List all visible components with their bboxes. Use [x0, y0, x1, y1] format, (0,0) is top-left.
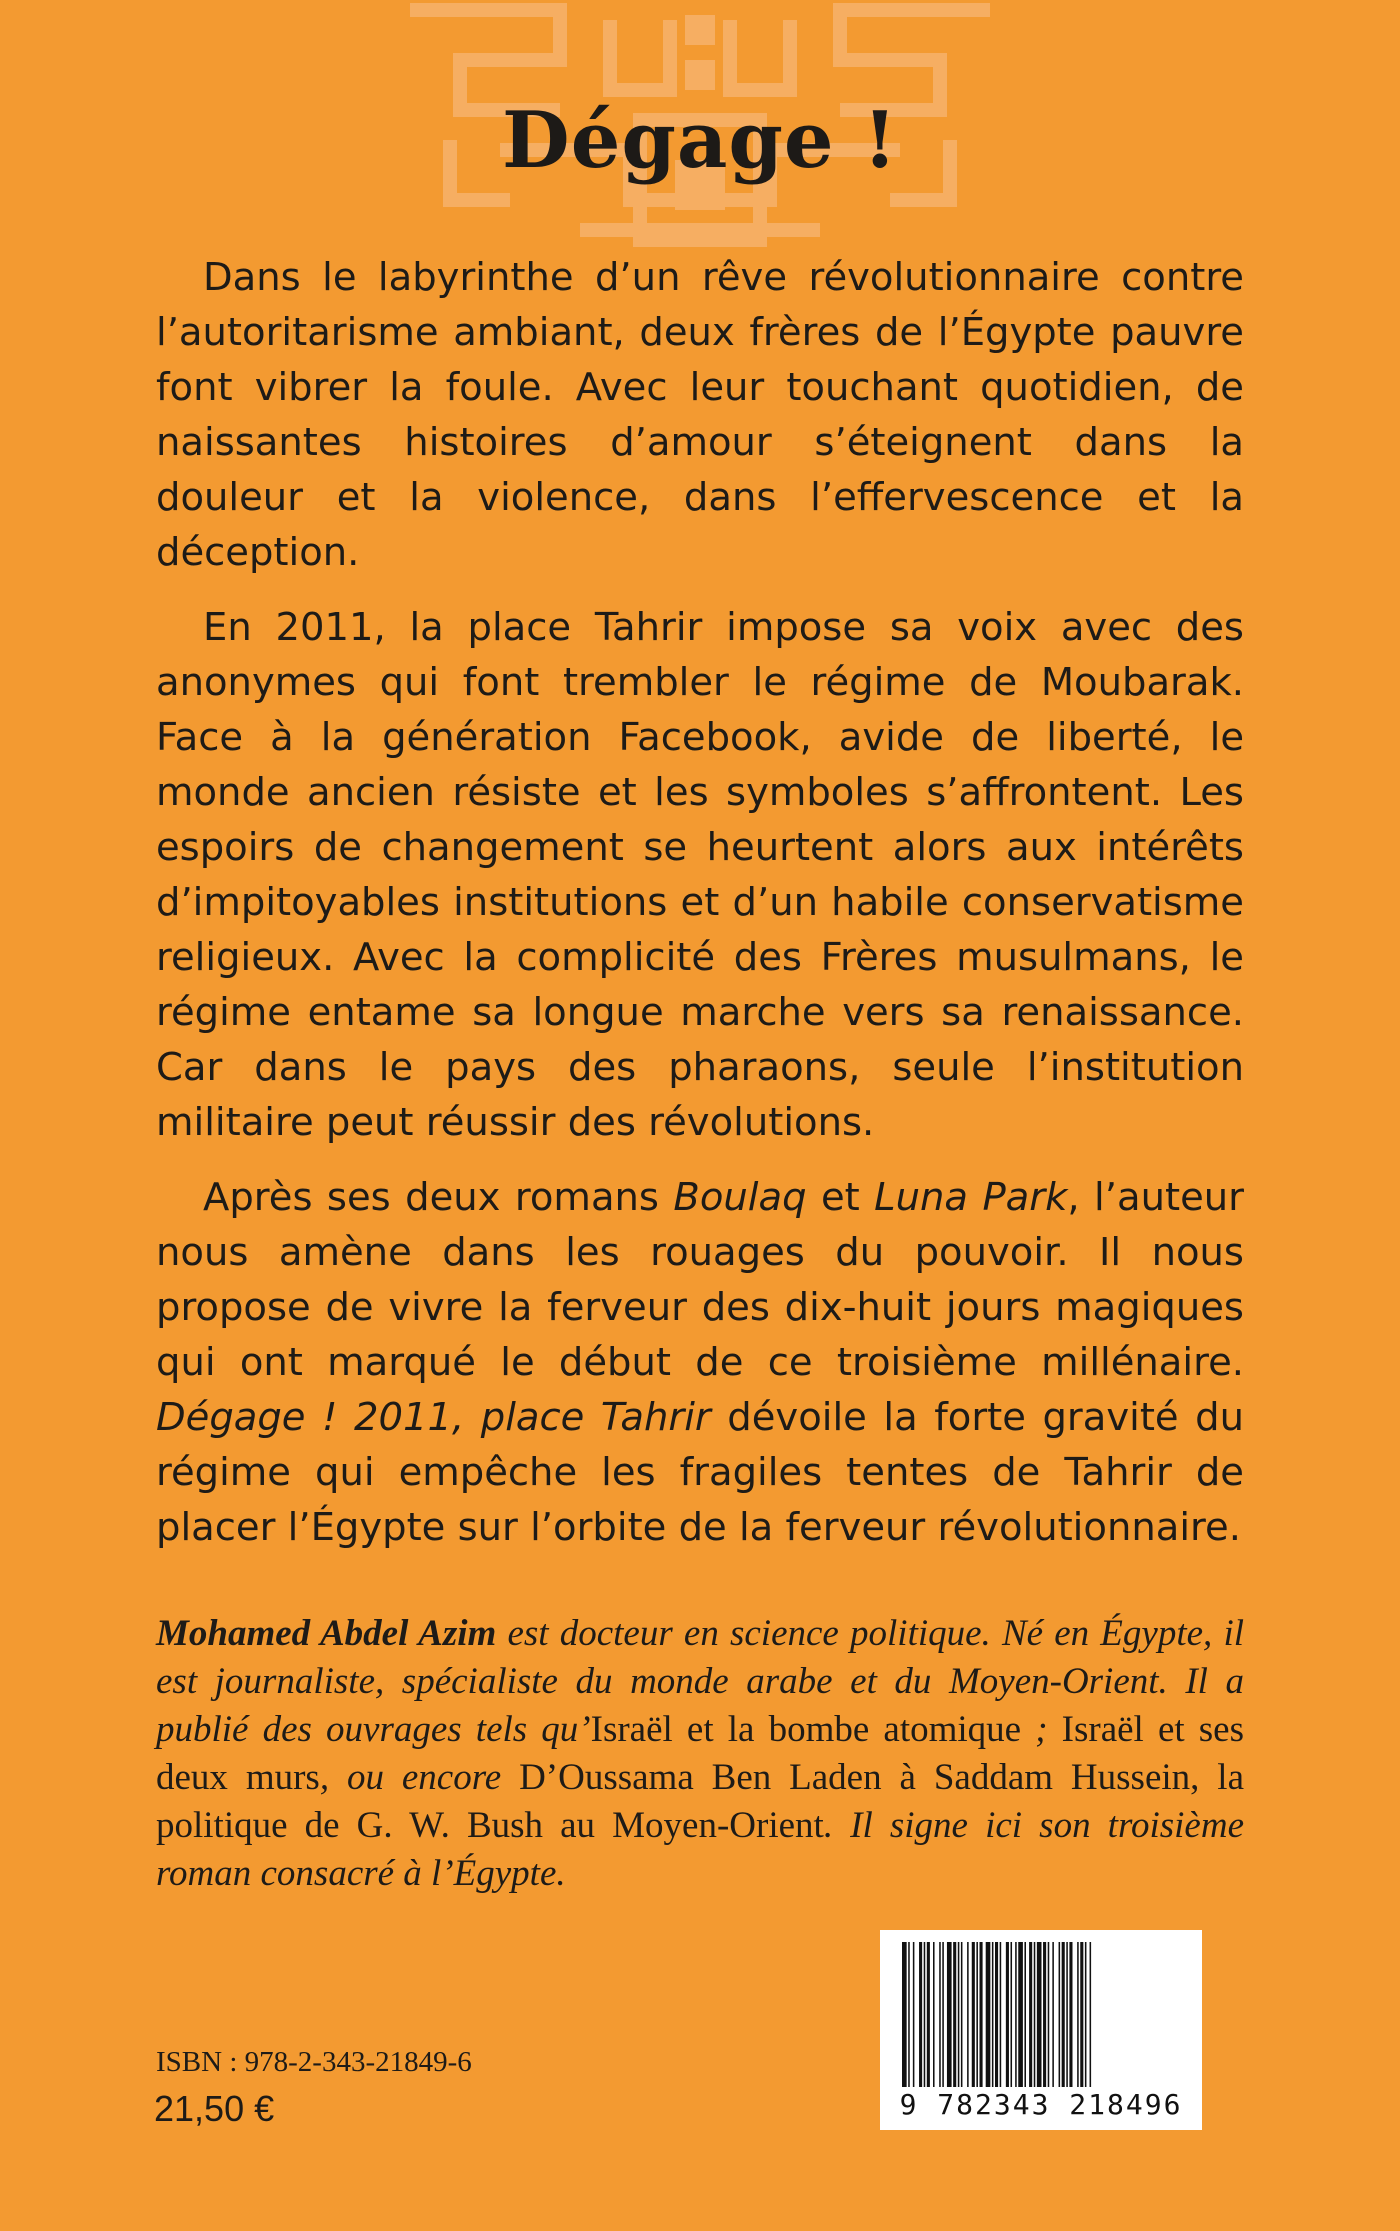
barcode-bar: [992, 1942, 994, 2087]
bio-text: est docteur en science politique. Né en Égypte, il est journaliste, spécialiste du monde arabe et du Moyen-Orient. Il a publié des ouvrages tels qu’: [156, 1613, 1245, 1750]
barcode-bar: [913, 1942, 915, 2087]
barcode-bar: [976, 1942, 978, 2087]
barcode-bar: [986, 1942, 991, 2087]
bio-book-title: Israël et la bombe atomique: [590, 1709, 1022, 1750]
barcode-digits: 9 782343 218496: [899, 2088, 1183, 2121]
barcode-bar: [1000, 1942, 1002, 2087]
barcode-bar: [1048, 1942, 1050, 2087]
barcode-bar: [972, 1942, 975, 2087]
blurb-text: et: [806, 1175, 875, 1220]
barcode-bar: [947, 1942, 952, 2087]
barcode-bar: [1052, 1942, 1054, 2087]
bio-book-title: D’Oussama Ben Laden à Saddam Hussein, la politique de G. W. Bush au Moyen-Orient: [156, 1757, 1244, 1846]
barcode-bar: [942, 1942, 944, 2087]
barcode-bar: [1077, 1942, 1079, 2087]
price: 21,50 €: [154, 2088, 275, 2129]
blurb-text: Dans le labyrinthe d’un rêve révolutionnaire contre l’autoritarisme ambiant, deux frères de l’Égypte pauvre font vibrer la foule. Avec leur touchant quotidien, de naissantes histoires d’amour s’éteignent dans la douleur et la violence, dans l’effervescence et la déception.: [156, 255, 1244, 575]
barcode-bar: [1037, 1942, 1042, 2087]
barcode-bar: [939, 1942, 941, 2087]
book-title: Dégage !: [502, 95, 898, 186]
blurb-text: , l’auteur nous amène dans les rouages du pouvoir. Il nous propose de vivre la ferveur des dix-huit jours magiques qui ont marqué le début de ce troisième millénaire.: [156, 1175, 1244, 1385]
bio-text: ;: [1021, 1709, 1062, 1750]
barcode-bar: [902, 1942, 907, 2087]
barcode-bar: [1059, 1942, 1061, 2087]
blurb-paragraph: [156, 250, 1244, 580]
barcode-bar: [961, 1942, 963, 2087]
barcode: [880, 1930, 1202, 2130]
blurb-italic-title: Dégage ! 2011, place Tahrir: [156, 1395, 711, 1440]
barcode-bar: [1018, 1942, 1023, 2087]
barcode-bar: [1034, 1942, 1036, 2087]
barcode-bar: [1029, 1942, 1032, 2087]
barcode-bar: [1006, 1942, 1009, 2087]
barcode-bar: [1024, 1942, 1026, 2087]
blurb-italic-title: Luna Park: [874, 1175, 1068, 1220]
barcode-bar: [967, 1942, 969, 2087]
bio-text: , ou encore: [319, 1757, 520, 1798]
barcode-bar: [919, 1942, 922, 2087]
isbn: ISBN : 978-2-343-21849-6: [156, 2046, 472, 2078]
blurb-italic-title: Boulaq: [673, 1175, 807, 1220]
barcode-bar: [1066, 1942, 1068, 2087]
barcode-bar: [953, 1942, 956, 2087]
blurb-text: Après ses deux romans: [203, 1175, 674, 1220]
barcode-bar: [1090, 1942, 1092, 2087]
barcode-bar: [980, 1942, 983, 2087]
barcode-bar: [1011, 1942, 1013, 2087]
bio-book-title: Israël et ses deux murs: [156, 1709, 1245, 1798]
back-cover-blurb: [156, 250, 1244, 1575]
blurb-paragraph: [156, 600, 1244, 1150]
barcode-bar: [1080, 1942, 1083, 2087]
barcode-bar: [1062, 1942, 1065, 2087]
barcode-bar: [924, 1942, 926, 2087]
barcode-bars: [902, 1942, 1180, 2087]
barcode-bar: [1043, 1942, 1046, 2087]
barcode-bar: [995, 1942, 998, 2087]
barcode-bar: [933, 1942, 935, 2087]
author-bio: [156, 1610, 1244, 1898]
barcode-bar: [927, 1942, 930, 2087]
barcode-bar: [1015, 1942, 1017, 2087]
barcode-bar: [908, 1942, 910, 2087]
blurb-text: En 2011, la place Tahrir impose sa voix avec des anonymes qui font trembler le régime de Moubarak. Face à la génération Facebook, avide de liberté, le monde ancien résiste et les symboles s’affrontent. Les espoirs de changement se heurtent alors aux intérêts d’impitoyables institutions et d’un habile conservatisme religieux. Avec la complicité des Frères musulmans, le régime entame sa longue marche vers sa renaissance. Car dans le pays des pharaons, seule l’institution militaire peut réussir des révolutions.: [156, 605, 1244, 1145]
bio-text: . Il signe ici son troisième roman consacré à l’Égypte.: [156, 1805, 1244, 1894]
barcode-bar: [1069, 1942, 1072, 2087]
barcode-bar: [1085, 1942, 1087, 2087]
blurb-text: dévoile la forte gravité du régime qui empêche les fragiles tentes de Tahrir de placer l’Égypte sur l’orbite de la ferveur révolutionnaire.: [156, 1395, 1244, 1550]
author-name: Mohamed Abdel Azim: [156, 1613, 497, 1654]
barcode-bar: [958, 1942, 960, 2087]
blurb-paragraph: [156, 1170, 1244, 1555]
